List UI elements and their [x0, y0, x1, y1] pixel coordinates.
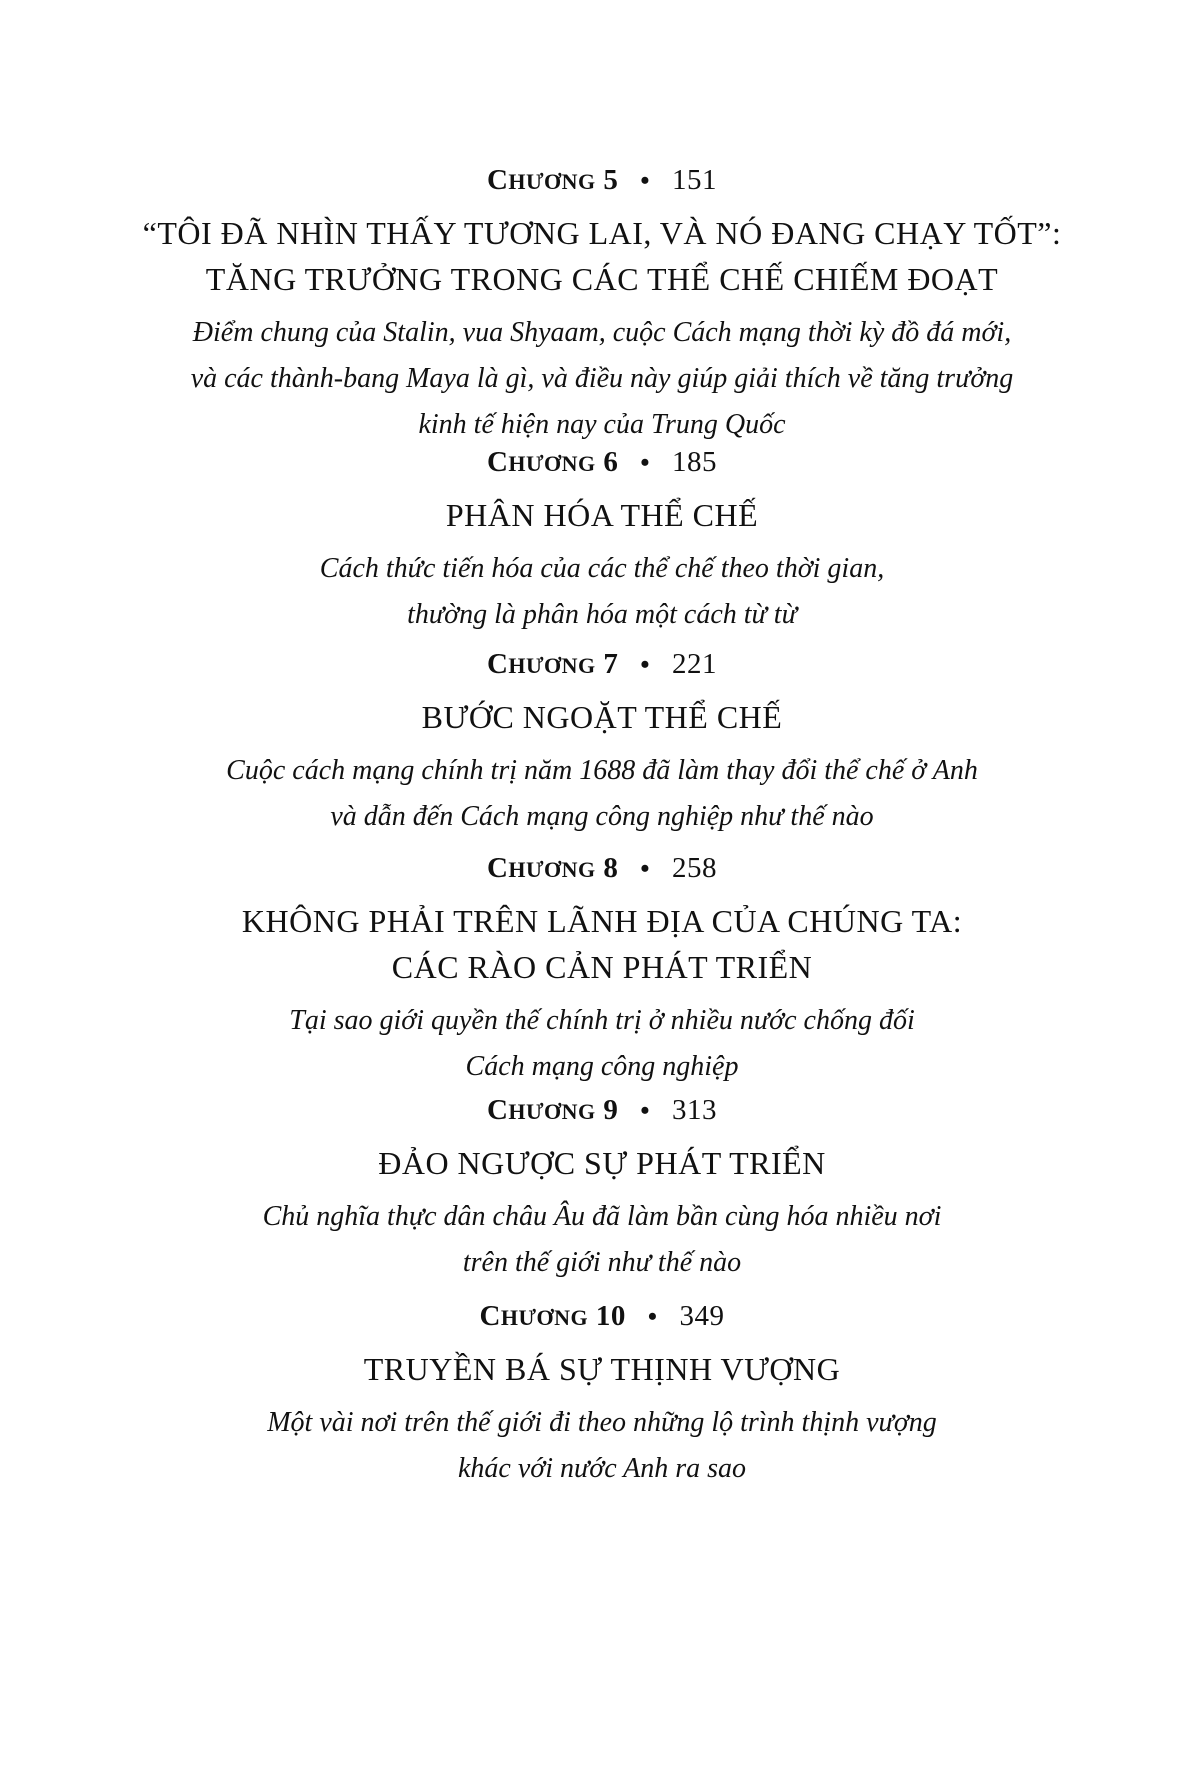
chapter-label-initial: C [486, 164, 509, 196]
chapter-description [120, 1400, 1084, 1492]
chapter-heading [120, 1092, 1084, 1130]
chapter-title-line: “TÔI ĐÃ NHÌN THẤY TƯƠNG LAI, VÀ NÓ ĐANG CHẠY TỐT”: [142, 215, 1062, 251]
chapter-number: 5 [603, 164, 619, 196]
chapter-9-entry [120, 1092, 1084, 1286]
chapter-description-line: Tại sao giới quyền thế chính trị ở nhiều nước chống đối [289, 1005, 915, 1036]
chapter-title [120, 1140, 1084, 1186]
chapter-description-line: kinh tế hiện nay của Trung Quốc [418, 409, 786, 440]
chapter-page-number: 258 [672, 852, 718, 884]
chapter-label-rest: HƯƠNG [508, 169, 596, 194]
chapter-page-number: 313 [672, 1094, 718, 1126]
chapter-title-line: ĐẢO NGƯỢC SỰ PHÁT TRIỂN [378, 1145, 826, 1181]
chapter-description-line: khác với nước Anh ra sao [457, 1453, 747, 1484]
bullet-separator: • [640, 854, 651, 883]
chapter-title [120, 492, 1084, 538]
chapter-description [120, 998, 1084, 1090]
chapter-label-rest: HƯƠNG [500, 1305, 589, 1330]
chapter-title [120, 210, 1084, 302]
chapter-description-line: thường là phân hóa một cách từ từ [407, 599, 797, 630]
chapter-description-line: Một vài nơi trên thế giới đi theo những lộ trình thịnh vượng [267, 1407, 937, 1438]
chapter-label-rest: HƯƠNG [508, 451, 596, 476]
chapter-10-entry [120, 1298, 1084, 1492]
chapter-heading [120, 162, 1084, 200]
chapter-label-rest: HƯƠNG [508, 1099, 596, 1124]
chapter-number: 10 [595, 1300, 626, 1332]
chapter-description-line: trên thế giới như thế nào [462, 1247, 742, 1278]
chapter-description [120, 546, 1084, 638]
chapter-number: 6 [603, 446, 619, 478]
chapter-page-number: 221 [672, 648, 718, 680]
chapter-title [120, 694, 1084, 740]
bullet-separator: • [640, 1096, 651, 1125]
bullet-separator: • [640, 448, 651, 477]
chapter-description [120, 1194, 1084, 1286]
chapter-description-line: Chủ nghĩa thực dân châu Âu đã làm bần cùng hóa nhiều nơi [262, 1201, 942, 1232]
chapter-7-entry [120, 646, 1084, 840]
chapter-label-initial: C [486, 852, 509, 884]
chapter-description-line: và dẫn đến Cách mạng công nghiệp như thế nào [330, 801, 874, 832]
chapter-heading [120, 444, 1084, 482]
chapter-page-number: 151 [672, 164, 718, 196]
chapter-heading [120, 1298, 1084, 1336]
chapter-label-initial: C [486, 648, 509, 680]
chapter-number: 7 [603, 648, 619, 680]
chapter-label-initial: C [486, 446, 509, 478]
chapter-description [120, 310, 1084, 448]
chapter-title [120, 1346, 1084, 1392]
bullet-separator: • [640, 166, 651, 195]
chapter-6-entry [120, 444, 1084, 638]
chapter-title-line: CÁC RÀO CẢN PHÁT TRIỂN [391, 949, 813, 985]
chapter-5-entry [120, 162, 1084, 448]
chapter-page-number: 349 [679, 1300, 725, 1332]
bullet-separator: • [647, 1302, 658, 1331]
chapter-number: 9 [603, 1094, 619, 1126]
chapter-description-line: và các thành-bang Maya là gì, và điều này giúp giải thích về tăng trưởng [190, 363, 1014, 394]
chapter-number: 8 [603, 852, 619, 884]
chapter-description [120, 748, 1084, 840]
chapter-title [120, 898, 1084, 990]
chapter-title-line: TRUYỀN BÁ SỰ THỊNH VƯỢNG [363, 1351, 841, 1387]
chapter-description-line: Cách thức tiến hóa của các thể chế theo thời gian, [319, 553, 885, 584]
chapter-label-rest: HƯƠNG [508, 653, 596, 678]
chapter-heading [120, 850, 1084, 888]
chapter-label-initial: C [479, 1300, 501, 1332]
chapter-label-initial: C [486, 1094, 509, 1126]
chapter-description-line: Cuộc cách mạng chính trị năm 1688 đã làm thay đổi thể chế ở Anh [226, 755, 978, 786]
chapter-8-entry [120, 850, 1084, 1090]
bullet-separator: • [640, 650, 651, 679]
chapter-heading [120, 646, 1084, 684]
chapter-description-line: Điểm chung của Stalin, vua Shyaam, cuộc Cách mạng thời kỳ đồ đá mới, [192, 317, 1012, 348]
chapter-title-line: KHÔNG PHẢI TRÊN LÃNH ĐỊA CỦA CHÚNG TA: [241, 903, 963, 939]
chapter-title-line: PHÂN HÓA THỂ CHẾ [445, 497, 759, 533]
chapter-label-rest: HƯƠNG [508, 857, 596, 882]
chapter-title-line: TĂNG TRƯỞNG TRONG CÁC THỂ CHẾ CHIẾM ĐOẠT [205, 261, 999, 297]
chapter-title-line: BƯỚC NGOẶT THỂ CHẾ [421, 699, 783, 735]
chapter-description-line: Cách mạng công nghiệp [465, 1051, 739, 1082]
chapter-page-number: 185 [672, 446, 718, 478]
